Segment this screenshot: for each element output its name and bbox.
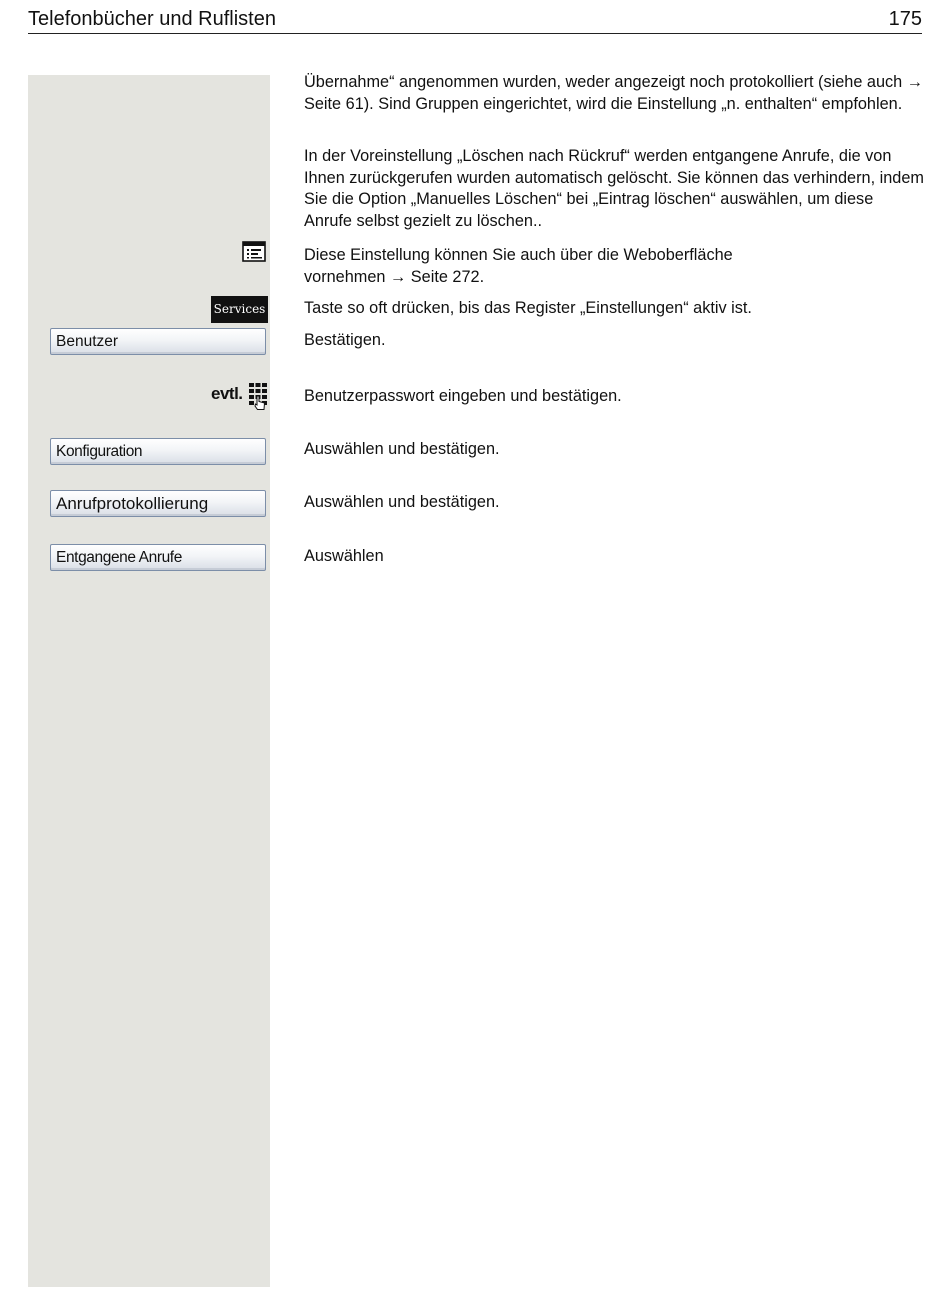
evtl-label: evtl. xyxy=(211,384,243,403)
page-title: Telefonbücher und Ruflisten xyxy=(28,8,276,30)
keypad-icon xyxy=(248,382,268,410)
services-key[interactable]: Services xyxy=(211,296,268,323)
menu-item-konfiguration[interactable]: Konfiguration xyxy=(50,438,266,465)
paragraph-default-setting: In der Voreinstellung „Löschen nach Rückruf“ werden entgangene Anrufe, die von Ihnen zurückgerufen wurden automatisch gelöscht. Sie können das verhindern, indem Sie die Option „Manuelles Löschen“ bei „Eintrag löschen“ auswählen, um diese Anrufe selbst gezielt zu löschen.. xyxy=(304,147,924,230)
paragraph-enter-password: Benutzerpasswort eingeben und bestätigen. xyxy=(304,387,622,405)
paragraph-select-confirm-1: Auswählen und bestätigen. xyxy=(304,440,500,458)
paragraph-select: Auswählen xyxy=(304,547,384,565)
page-number: 175 xyxy=(888,8,922,30)
list-window-icon xyxy=(242,241,266,262)
menu-item-benutzer[interactable]: Benutzer xyxy=(50,328,266,355)
menu-item-anrufprotokollierung[interactable]: Anrufprotokollierung xyxy=(50,490,266,517)
paragraph-press-key: Taste so oft drücken, bis das Register „Einstellungen“ aktiv ist. xyxy=(304,299,752,317)
paragraph-web-interface: Diese Einstellung können Sie auch über die Weboberfläche vornehmen → Seite 272. xyxy=(304,246,733,286)
paragraph-continuation: Übernahme“ angenommen wurden, weder angezeigt noch protokolliert (siehe auch → Seite 61). Sind Gruppen eingerichtet, wird die Einstellung „n. enthalten“ empfohlen. xyxy=(304,73,924,113)
paragraph-select-confirm-2: Auswählen und bestätigen. xyxy=(304,493,500,511)
page-header xyxy=(28,6,922,34)
paragraph-confirm: Bestätigen. xyxy=(304,331,386,349)
menu-item-entgangene-anrufe[interactable]: Entgangene Anrufe xyxy=(50,544,266,571)
left-instruction-column xyxy=(28,75,270,1287)
